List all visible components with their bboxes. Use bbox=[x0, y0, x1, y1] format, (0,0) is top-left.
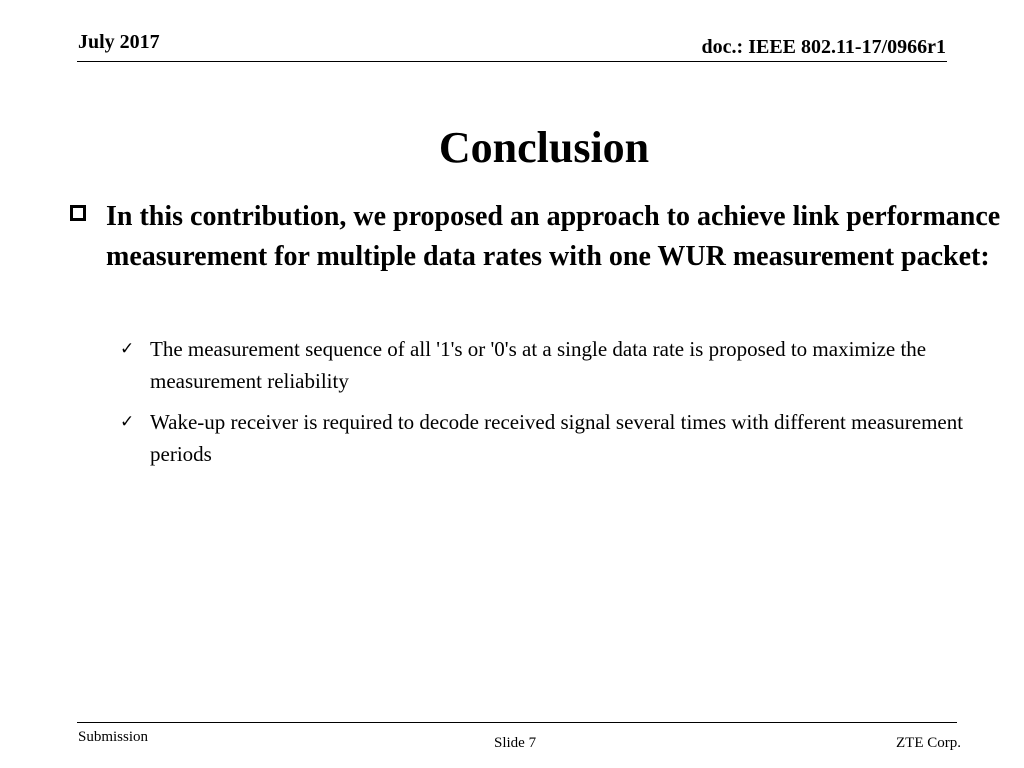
checkmark-icon: ✓ bbox=[120, 339, 135, 359]
header-divider bbox=[77, 61, 947, 62]
sub-bullet-text: The measurement sequence of all '1's or '0's at a single data rate is proposed to maximize the measurement reliability bbox=[150, 337, 927, 393]
header-doc-id: doc.: IEEE 802.11-17/0966r1 bbox=[701, 36, 946, 58]
square-box-icon bbox=[70, 205, 86, 221]
checkmark-icon: ✓ bbox=[120, 412, 135, 432]
sub-bullet bbox=[120, 406, 1020, 470]
sub-bullet bbox=[120, 333, 1020, 397]
footer-company: ZTE Corp. bbox=[896, 735, 961, 751]
footer-slide-number: Slide 7 bbox=[494, 735, 537, 751]
main-bullet bbox=[70, 197, 1010, 277]
main-bullet-text: In this contribution, we proposed an approach to achieve link performance measurement for multiple data rates with one WUR measurement packet: bbox=[106, 201, 1001, 272]
sub-bullet-text: Wake-up receiver is required to decode received signal several times with different measurement periods bbox=[150, 410, 964, 466]
header-date: July 2017 bbox=[78, 31, 160, 53]
slide-title: Conclusion bbox=[438, 123, 650, 172]
footer-divider bbox=[77, 722, 957, 723]
footer-submission: Submission bbox=[78, 729, 149, 745]
